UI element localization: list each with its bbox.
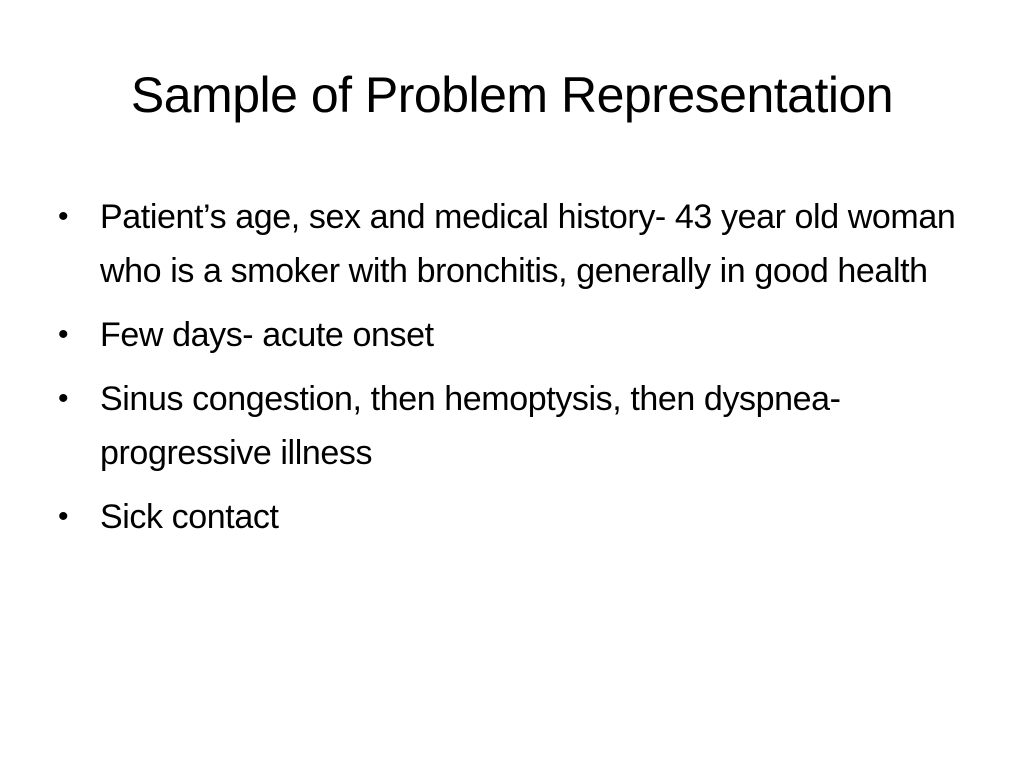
bullet-text: Few days- acute onset: [100, 316, 434, 354]
bullet-marker: •: [58, 500, 69, 533]
bullet-marker: •: [58, 382, 69, 415]
bullet-item-onset: [58, 308, 968, 362]
bullet-item-sick-contact: [58, 490, 968, 544]
bullet-marker: •: [58, 318, 69, 351]
bullet-item-progression: [58, 372, 968, 480]
bullet-text: Sinus congestion, then hemoptysis, then dyspnea- progressive illness: [100, 380, 841, 472]
bullet-text: Sick contact: [100, 498, 279, 536]
bullet-item-patient-history: [58, 190, 968, 298]
bullet-text: Patient’s age, sex and medical history- 43 year old woman who is a smoker with bronchitis, generally in good health: [100, 198, 956, 290]
bullet-marker: •: [58, 200, 69, 233]
bullet-list: [58, 190, 968, 554]
slide-title: Sample of Problem Representation: [130, 67, 894, 123]
